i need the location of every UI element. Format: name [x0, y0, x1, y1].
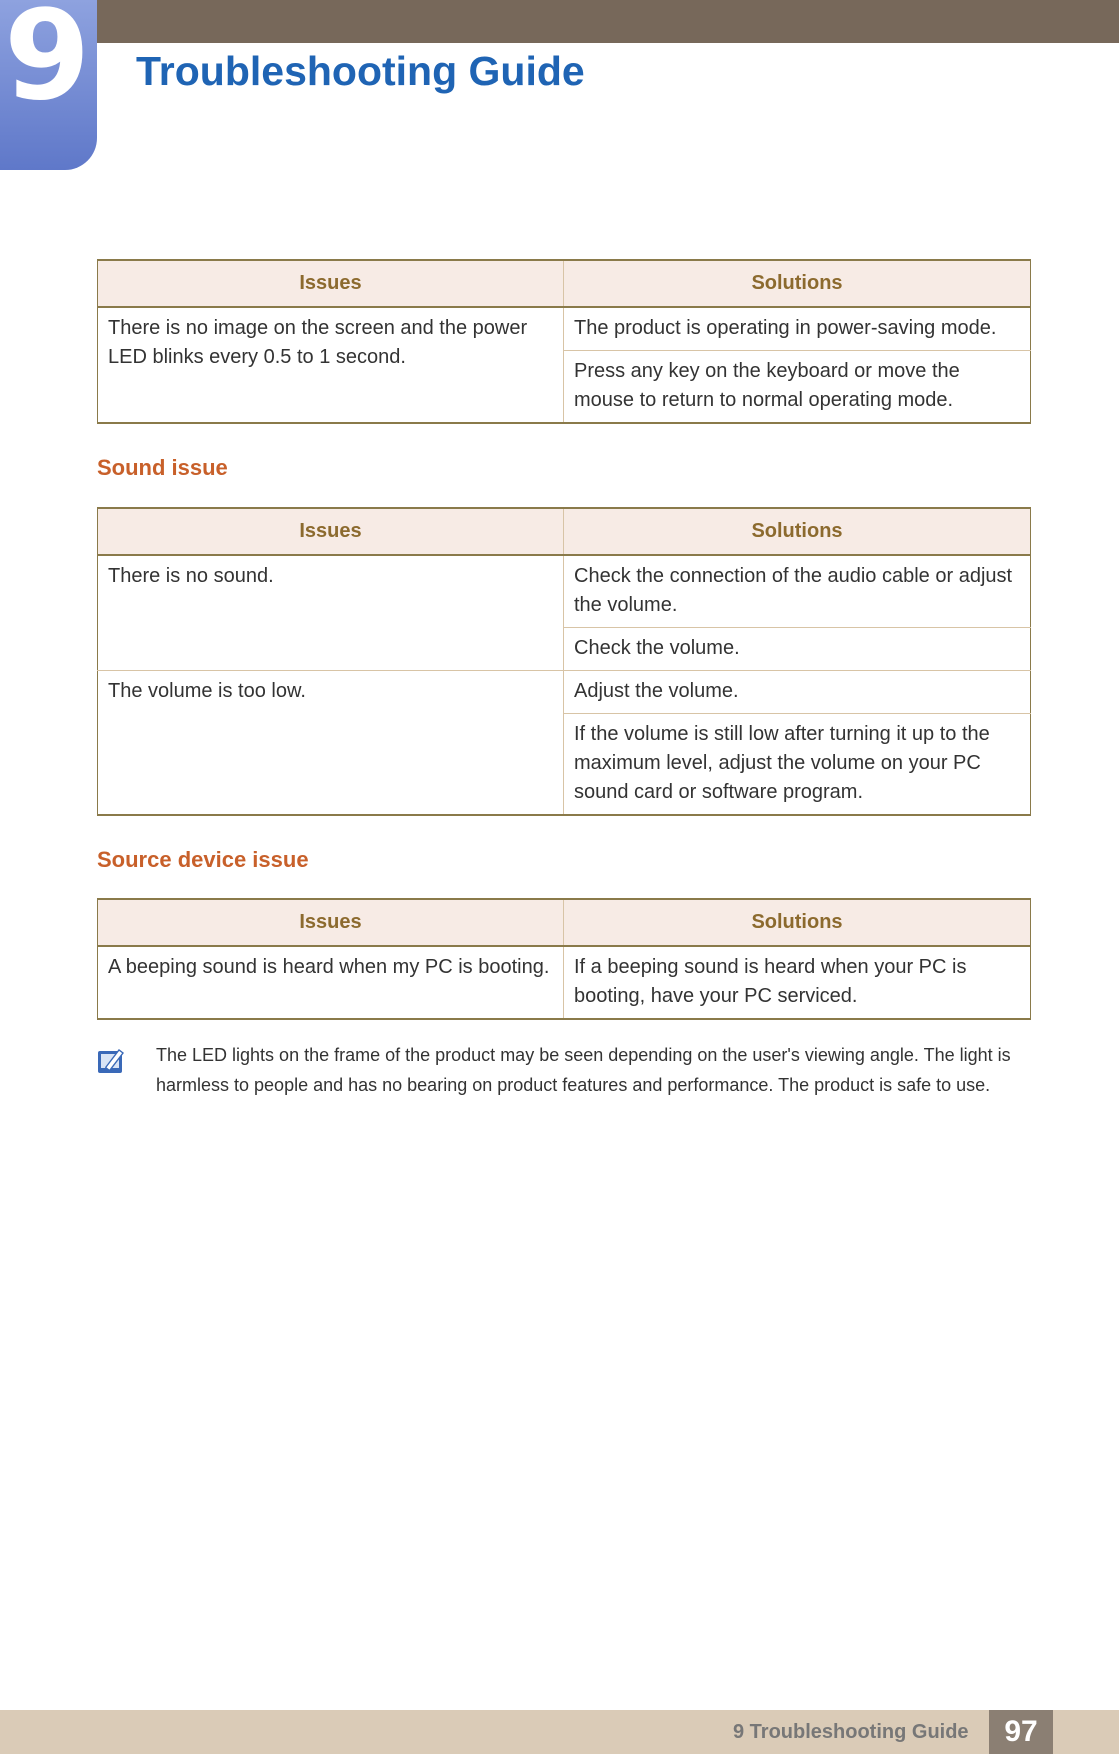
- table-header-row: [98, 899, 1031, 946]
- solutions-column-header: Solutions: [564, 899, 1031, 946]
- solution-cell: Press any key on the keyboard or move the mouse to return to normal operating mode.: [564, 351, 1031, 424]
- solution-cell: Check the volume.: [564, 628, 1031, 671]
- sound-issue-heading: Sound issue: [97, 455, 228, 480]
- source-device-issue-heading: Source device issue: [97, 847, 309, 872]
- issue-cell: The volume is too low.: [98, 671, 564, 816]
- issues-column-header: Issues: [98, 260, 564, 307]
- table-row: [98, 555, 1031, 628]
- solution-cell: The product is operating in power-saving mode.: [564, 307, 1031, 351]
- table-row: [98, 671, 1031, 714]
- solution-cell: Check the connection of the audio cable or adjust the volume.: [564, 555, 1031, 628]
- solution-cell: If the volume is still low after turning it up to the maximum level, adjust the volume on your PC sound card or software program.: [564, 714, 1031, 816]
- sound-issue-table: [97, 507, 1031, 816]
- note-text: The LED lights on the frame of the product may be seen depending on the user's viewing angle. The light is harmless to people and has no bearing on product features and performance. The product is safe to use.: [156, 1045, 1011, 1095]
- power-issue-table: [97, 259, 1031, 424]
- solutions-column-header: Solutions: [564, 260, 1031, 307]
- issue-cell: There is no sound.: [98, 555, 564, 671]
- top-header-bar: [0, 0, 1119, 43]
- solution-cell: Adjust the volume.: [564, 671, 1031, 714]
- source-device-issue-table: [97, 898, 1031, 1020]
- issue-cell: There is no image on the screen and the power LED blinks every 0.5 to 1 second.: [98, 307, 564, 423]
- table-row: [98, 946, 1031, 1019]
- solution-cell: If a beeping sound is heard when your PC is booting, have your PC serviced.: [564, 946, 1031, 1019]
- issue-cell: A beeping sound is heard when my PC is booting.: [98, 946, 564, 1019]
- issues-column-header: Issues: [98, 899, 564, 946]
- table-row: [98, 307, 1031, 351]
- footer-chapter-label: 9 Troubleshooting Guide: [733, 1721, 969, 1743]
- page-title: Troubleshooting Guide: [136, 48, 585, 94]
- table-header-row: [98, 508, 1031, 555]
- footer-page-number: 97: [989, 1710, 1053, 1754]
- table-header-row: [98, 260, 1031, 307]
- note-pencil-icon: [97, 1046, 127, 1076]
- solutions-column-header: Solutions: [564, 508, 1031, 555]
- chapter-number: 9: [4, 0, 91, 128]
- issues-column-header: Issues: [98, 508, 564, 555]
- chapter-tab: [0, 0, 97, 170]
